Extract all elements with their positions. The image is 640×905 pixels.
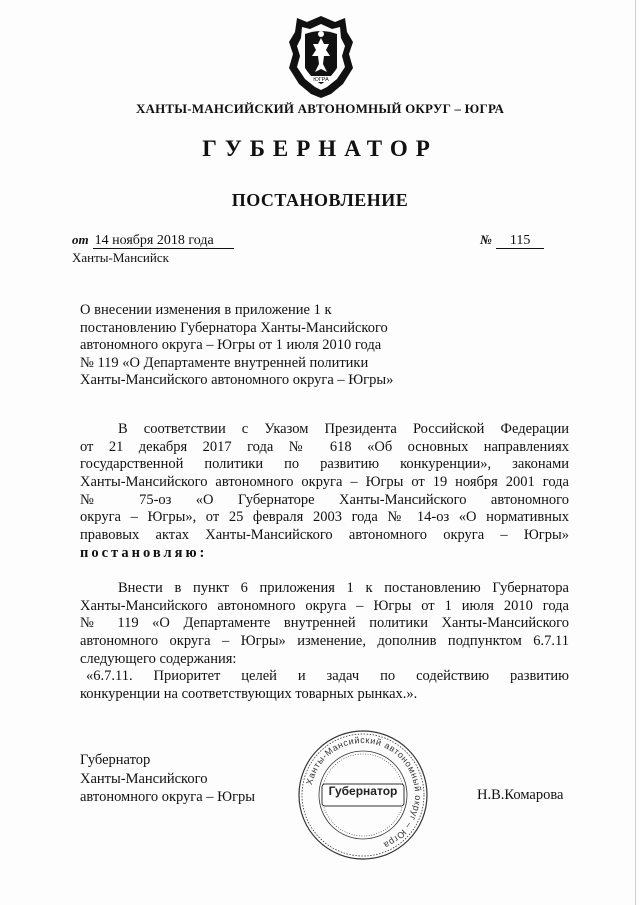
subject-line: автономного округа – Югры от 1 июля 2010 года xyxy=(80,337,382,353)
subject-line: О внесении изменения в приложение 1 к xyxy=(80,302,332,318)
seal-ring-text: Ханты-Мансийский автономный округ – Югра xyxy=(304,734,424,851)
document-date: 14 ноября 2018 года xyxy=(93,233,234,249)
text-line: следующего содержания: xyxy=(80,650,237,667)
city: Ханты-Мансийск xyxy=(72,250,169,265)
signatory-position xyxy=(80,751,255,807)
amendment-line: «6.7.11. Приоритет целей и задач по содействию развитию xyxy=(86,668,569,685)
number-prefix: № xyxy=(480,232,492,247)
position-line: автономного округа – Югры xyxy=(80,789,256,805)
signer-name: Н.В.Комарова xyxy=(477,787,564,803)
subject-line: постановлению Губернатора Ханты-Мансийского xyxy=(80,319,388,336)
text-line: № 75-оз «О Губернаторе Ханты-Мансийского автономного xyxy=(80,491,569,508)
text-line: автономного округа – Югры» изменение, дополнив подпунктом 6.7.11 xyxy=(80,633,569,650)
text-line: В соответствии с Указом Президента Российской Федерации xyxy=(118,421,569,437)
date-prefix: от xyxy=(72,232,89,247)
amendment-line: конкуренции на соответствующих товарных рынках.». xyxy=(80,686,418,703)
text-line: № 119 «О Департаменте внутренней политики Ханты-Мансийского xyxy=(80,615,569,632)
text-line: Ханты-Мансийского автономного округа – Югры от 1 июля 2010 года xyxy=(80,597,569,614)
emblem-text: ЮГРА xyxy=(313,77,329,83)
document-subject xyxy=(80,302,410,390)
page-edge xyxy=(635,0,636,905)
governor-title: ГУБЕРНАТОР xyxy=(202,136,438,161)
decree-word: постановляю: xyxy=(80,544,208,561)
position-line: Губернатор xyxy=(80,752,151,768)
subject-line: Ханты-Мансийского автономного округа – Югры» xyxy=(80,372,394,388)
position-line: Ханты-Мансийского xyxy=(80,770,208,787)
seal-label: Губернатор xyxy=(328,784,398,798)
document-type: ПОСТАНОВЛЕНИЕ xyxy=(231,190,409,210)
subject-line: № 119 «О Департаменте внутренней политики xyxy=(80,354,369,371)
date-row xyxy=(72,232,234,249)
text-line: от 21 декабря 2017 года № 618 «Об основных направлениях xyxy=(80,438,569,455)
text-line: государственной политики по развитию конкуренции», законами xyxy=(80,456,569,473)
region-heading: ХАНТЫ-МАНСИЙСКИЙ АВТОНОМНЫЙ ОКРУГ – ЮГРА xyxy=(135,101,505,116)
text-line: Ханты-Мансийского автономного округа – Югры от 19 ноября 2001 года xyxy=(80,474,569,491)
text-line: Внести в пункт 6 приложения 1 к постановлению Губернатора xyxy=(118,580,569,596)
text-line: округа – Югры», от 25 февраля 2003 года № 14-оз «О нормативных xyxy=(80,509,569,526)
text-line: правовых актах Ханты-Мансийского автономного округа – Югры» xyxy=(80,527,569,544)
number-row xyxy=(480,232,544,249)
operative-paragraph xyxy=(80,580,569,704)
preamble-paragraph xyxy=(80,421,569,563)
document-number: 115 xyxy=(496,233,544,249)
coat-of-arms-icon xyxy=(285,14,357,100)
